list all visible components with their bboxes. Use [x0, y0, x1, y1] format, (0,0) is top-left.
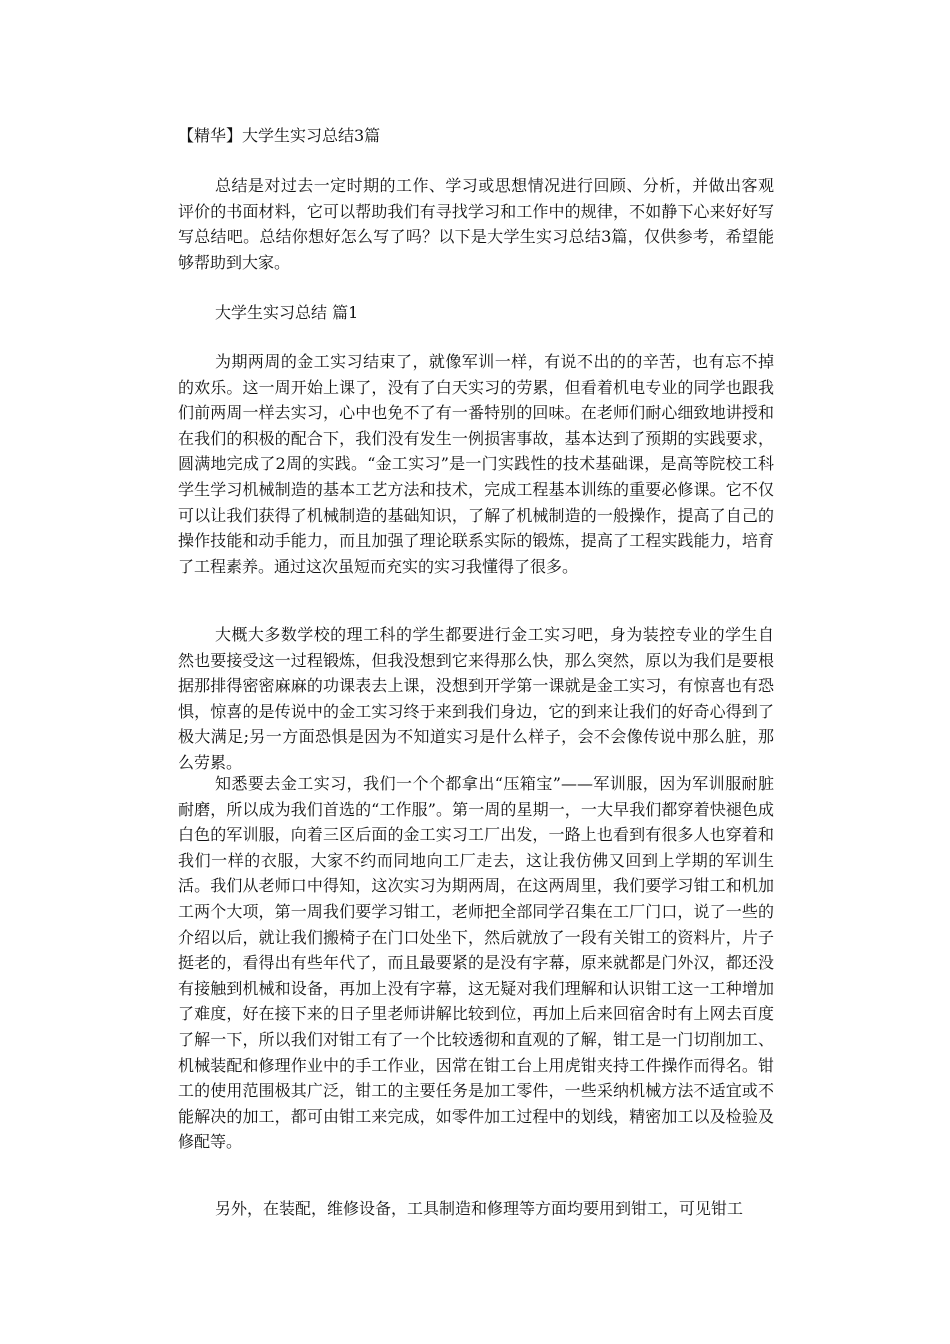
intro-paragraph: 总结是对过去一定时期的工作、学习或思想情况进行回顾、分析，并做出客观评价的书面材料，它可以帮助我们有寻找学习和工作中的规律，不如静下心来好好写写总结吧。总结你想好怎么写了吗？以下是大学生实习总结3篇，仅供参考，希望能够帮助到大家。: [178, 176, 774, 272]
document-title: 【精华】大学生实习总结3篇: [178, 126, 381, 145]
body-paragraph-4: 另外，在装配，维修设备，工具制造和修理等方面均要用到钳工，可见钳工: [215, 1199, 744, 1218]
section-heading: 大学生实习总结 篇1: [215, 303, 359, 322]
body-paragraph-2: 大概大多数学校的理工科的学生都要进行金工实习吧，身为装控专业的学生自然也要接受这一过程锻炼，但我没想到它来得那么快，那么突然，原以为我们是要根据那排得密密麻麻的功课表去上课，没想到开学第一课就是金工实习，有惊喜也有恐惧，惊喜的是传说中的金工实习终于来到我们身边，它的到来让我们的好奇心得到了极大满足;另一方面恐惧是因为不知道实习是什么样子，会不会像传说中那么脏，那么劳累。: [178, 625, 774, 772]
body-paragraph-1: 为期两周的金工实习结束了，就像军训一样，有说不出的的辛苦，也有忘不掉的欢乐。这一周开始上课了，没有了白天实习的劳累，但看着机电专业的同学也跟我们前两周一样去实习，心中也免不了有一番特别的回味。在老师们耐心细致地讲授和在我们的积极的配合下，我们没有发生一例损害事故，基本达到了预期的实践要求，圆满地完成了2周的实践。“金工实习”是一门实践性的技术基础课，是高等院校工科学生学习机械制造的基本工艺方法和技术，完成工程基本训练的重要必修课。它不仅可以让我们获得了机械制造的基础知识，了解了机械制造的一般操作，提高了自己的操作技能和动手能力，而且加强了理论联系实际的锻炼，提高了工程实践能力，培育了工程素养。通过这次虽短而充实的实习我懂得了很多。: [178, 352, 774, 576]
body-paragraph-3: 知悉要去金工实习，我们一个个都拿出“压箱宝”——军训服，因为军训服耐脏耐磨，所以成为我们首选的“工作服”。第一周的星期一，一大早我们都穿着快褪色成白色的军训服，向着三区后面的金工实习工厂出发，一路上也看到有很多人也穿着和我们一样的衣服，大家不约而同地向工厂走去，这让我仿佛又回到上学期的军训生活。我们从老师口中得知，这次实习为期两周，在这两周里，我们要学习钳工和机加工两个大项，第一周我们要学习钳工，老师把全部同学召集在工厂门口，说了一些的介绍以后，就让我们搬椅子在门口处坐下，然后就放了一段有关钳工的资料片，片子挺老的，看得出有些年代了，而且最要紧的是没有字幕，原来就都是门外汉，都还没有接触到机械和设备，再加上没有字幕，这无疑对我们理解和认识钳工这一工种增加了难度，好在接下来的日子里老师讲解比较到位，再加上后来回宿舍时有上网去百度了解一下，所以我们对钳工有了一个比较透彻和直观的了解，钳工是一门切削加工、机械装配和修理作业中的手工作业，因常在钳工台上用虎钳夹持工件操作而得名。钳工的使用范围极其广泛，钳工的主要任务是加工零件，一些采纳机械方法不适宜或不能解决的加工，都可由钳工来完成，如零件加工过程中的划线，精密加工以及检验及修配等。: [178, 774, 774, 1152]
